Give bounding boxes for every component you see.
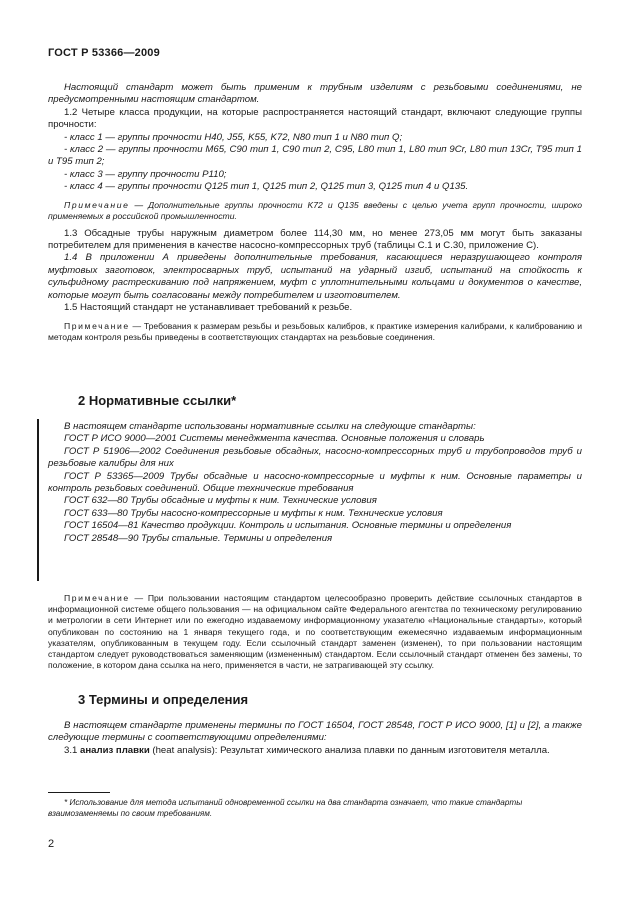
reference-item: ГОСТ 16504—81 Качество продукции. Контроль и испытания. Основные термины и определения bbox=[64, 520, 512, 532]
note-2 bbox=[48, 321, 582, 343]
term-name: анализ плавки bbox=[80, 744, 150, 756]
term-3-1 bbox=[48, 745, 582, 757]
reference-item: ГОСТ Р 51906—2002 Соединения резьбовые обсадных, насосно-компрессорных труб и трубопроводов труб и резьбовые калибры для них bbox=[48, 445, 582, 470]
reference-item: ГОСТ Р ИСО 9000—2001 Системы менеджмента качества. Основные положения и словарь bbox=[64, 433, 485, 445]
term-definition: Результат химического анализа плавки по данным изготовителя металла. bbox=[220, 744, 550, 756]
page-number: 2 bbox=[48, 838, 55, 850]
footnote-text: * Использование для метода испытаний одновременной ссылки на два стандарта означает, что такие стандарты взаимозаменяемы по своим требованиям. bbox=[48, 798, 523, 818]
section-2-note bbox=[48, 593, 582, 671]
section-3-body bbox=[48, 720, 582, 757]
footnote bbox=[48, 797, 582, 819]
footnote-divider bbox=[48, 792, 110, 793]
references-list bbox=[48, 421, 582, 545]
class-2-item: - класс 2 — группы прочности M65, C90 тип 1, C90 тип 2, C95, L80 тип 1, L80 тип 9Cr, L80 тип 13Cr, T95 тип 1 и T95 тип 2; bbox=[48, 144, 582, 168]
clause-1-4: 1.4 В приложении А приведены дополнительные требования, касающиеся неразрушающего контроля муфтовых заготовок, электросварных труб, испытаний на ударный изгиб, испытаний на стойкость к сульфидному растрескиванию под напряжением, муфт с уплотнительными кольцами и документов о качестве, которые могут быть согласованы между потребителем и изготовителем. bbox=[48, 252, 582, 301]
clause-1-2: 1.2 Четыре класса продукции, на которые распространяется настоящий стандарт, включают следующие группы прочности: bbox=[48, 106, 582, 131]
change-bar bbox=[37, 419, 39, 581]
note-2-text: — Требования к размерам резьбы и резьбовых калибров, к практике измерения калибрами, к калиброванию и методам контроля резьбы приведены в соответствующих стандартах на резьбовые соединения. bbox=[48, 320, 582, 342]
class-1-item: - класс 1 — группы прочности H40, J55, K55, K72, N80 тип 1 и N80 тип Q; bbox=[64, 131, 403, 143]
reference-item: ГОСТ 632—80 Трубы обсадные и муфты к ним. Технические условия bbox=[64, 495, 377, 507]
note-1-label: Примечание bbox=[64, 199, 130, 210]
reference-item: ГОСТ 633—80 Трубы насосно-компрессорные и муфты к ним. Технические условия bbox=[64, 507, 443, 519]
term-number: 3.1 bbox=[64, 744, 78, 756]
section-3-heading: 3 Термины и определения bbox=[78, 692, 249, 707]
note-1-text: — Дополнительные группы прочности K72 и Q135 введены с целью учета групп прочности, широко применяемых в российской промышленности. bbox=[48, 199, 582, 221]
section-2-note-text: — При пользовании настоящим стандартом целесообразно проверить действие ссылочных стандартов в информационной системе общего пользования — на официальном сайте Федерального агентства по техническому регулированию и метрологии в сети Интернет или по ежегодно издаваемому информационному указателю «Национальные стандарты», который опубликован по состоянию на 1 января текущего года, и по соответствующим ежемесячно издаваемым информационным указателям, опубликованным в текущем году. Если ссылочный стандарт заменен (изменен), то при пользовании настоящим стандартом следует руководствоваться заменяющим (измененным) стандартом. Если ссылочный стандарт отменен без замены, то положение, в котором дана ссылка на него, применяется в части, не затрагивающей эту ссылку. bbox=[48, 593, 582, 671]
term-english: (heat analysis): bbox=[152, 744, 218, 756]
document-header: ГОСТ Р 53366—2009 bbox=[48, 47, 160, 59]
clause-1-3: 1.3 Обсадные трубы наружным диаметром более 114,30 мм, но менее 273,05 мм могут быть заказаны потребителем для применения в качестве насосно-компрессорных труб (таблицы С.1 и С.30, приложение С). bbox=[48, 227, 582, 252]
note-2-label: Примечание bbox=[64, 320, 130, 331]
section-2-note-label: Примечание bbox=[64, 593, 130, 603]
class-3-item: - класс 3 — группу прочности P110; bbox=[64, 168, 227, 180]
references-intro: В настоящем стандарте использованы нормативные ссылки на следующие стандарты: bbox=[64, 421, 476, 432]
class-4-item: - класс 4 — группы прочности Q125 тип 1, Q125 тип 2, Q125 тип 3, Q125 тип 4 и Q135. bbox=[64, 181, 469, 193]
section-2-heading: 2 Нормативные ссылки* bbox=[78, 393, 237, 408]
clause-1-5: 1.5 Настоящий стандарт не устанавливает требований к резьбе. bbox=[64, 302, 353, 314]
section-3-intro: В настоящем стандарте применены термины по ГОСТ 16504, ГОСТ 28548, ГОСТ Р ИСО 9000, [1] и [2], а также следующие термины с соответствующими определениями: bbox=[48, 720, 582, 744]
intro-paragraph: Настоящий стандарт может быть применим к трубным изделиям с резьбовыми соединениями, не предусмотренными настоящим стандартом. bbox=[48, 82, 582, 106]
section-1-body bbox=[48, 82, 582, 343]
reference-item: ГОСТ 28548—90 Трубы стальные. Термины и определения bbox=[64, 532, 333, 544]
note-1 bbox=[48, 200, 582, 222]
reference-item: ГОСТ Р 53365—2009 Трубы обсадные и насосно-компрессорные и муфты к ним. Основные параметры и контроль резьбовых соединений. Общие технические требования bbox=[48, 470, 582, 495]
